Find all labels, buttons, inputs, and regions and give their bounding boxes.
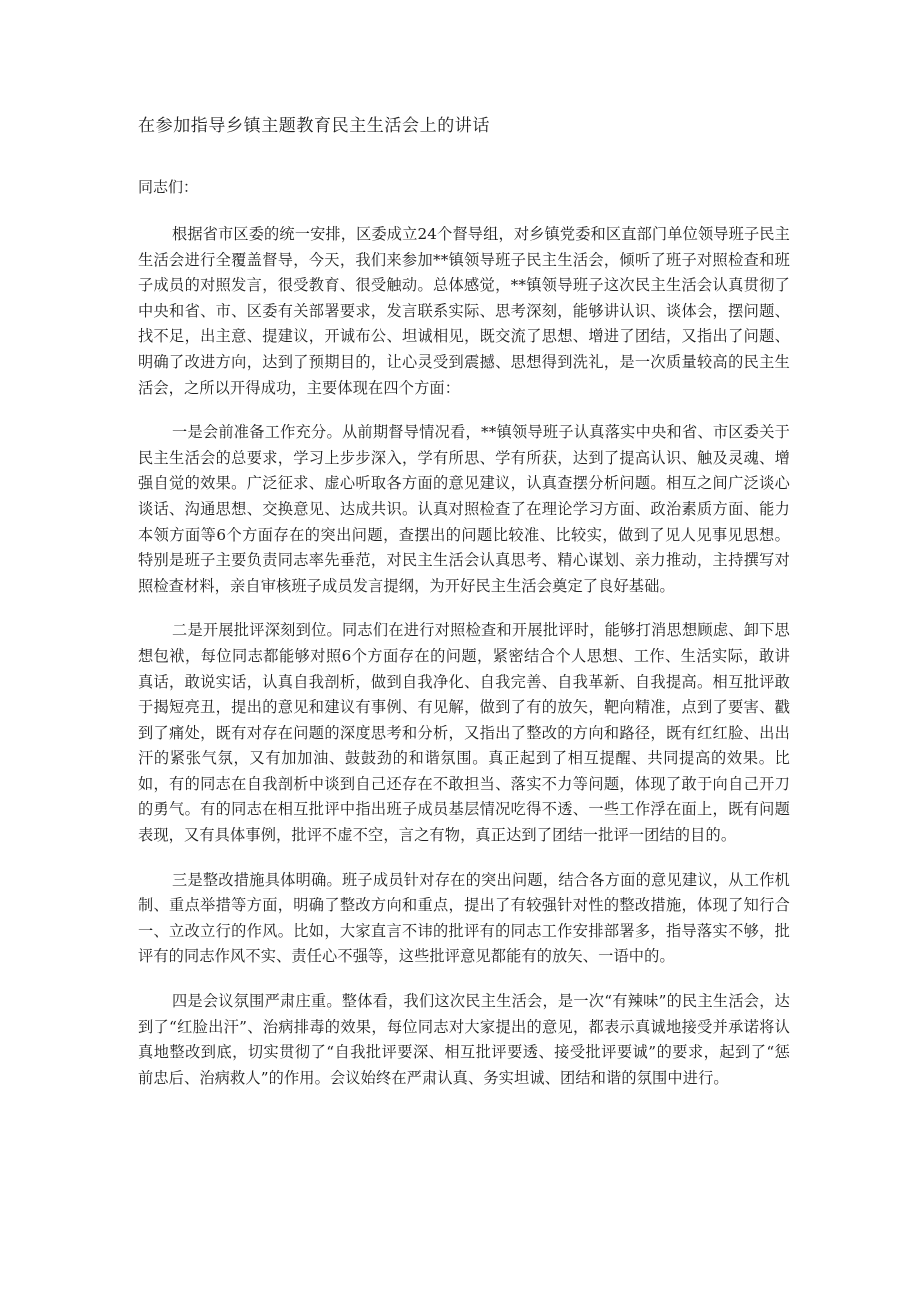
paragraph-point-three: 三是整改措施具体明确。班子成员针对存在的突出问题，结合各方面的意见建议，从工作机制、重点举措等方面，明确了整改方向和重点，提出了有较强针对性的整改措施，体现了知行合一、立改立行的作风。比如，大家直言不讳的批评有的同志工作安排部署多，指导落实不够，批评有的同志作风不实、责任心不强等，这些批评意见都能有的放矢、一语中的。: [138, 870, 790, 966]
paragraph-intro: 根据省市区委的统一安排，区委成立24个督导组，对乡镇党委和区直部门单位领导班子民主生活会进行全覆盖督导，今天，我们来参加**镇领导班子民主生活会，倾听了班子对照检查和班子成员的对照发言，很受教育、很受触动。总体感觉，**镇领导班子这次民主生活会认真贯彻了中央和省、市、区委有关部署要求，发言联系实际、思考深刻，能够讲认识、谈体会，摆问题、找不足，出主意、提建议，开诚布公、坦诚相见，既交流了思想、增进了团结，又指出了问题、明确了改进方向，达到了预期目的，让心灵受到震撼、思想得到洗礼，是一次质量较高的民主生活会，之所以开得成功，主要体现在四个方面：: [138, 225, 790, 397]
document-page: [138, 112, 790, 1110]
paragraph-point-two: 二是开展批评深刻到位。同志们在进行对照检查和开展批评时，能够打消思想顾虑、卸下思想包袱，每位同志都能够对照6个方面存在的问题，紧密结合个人思想、工作、生活实际，敢讲真话，敢说实话，认真自我剖析，做到自我净化、自我完善、自我革新、自我提高。相互批评敢于揭短亮丑，提出的意见和建议有事例、有见解，做到了有的放矢，靶向精准，点到了要害、戳到了痛处，既有对存在问题的深度思考和分析，又指出了整改的方向和路径，既有红红脸、出出汗的紧张气氛，又有加加油、鼓鼓劲的和谐氛围。真正起到了相互提醒、共同提高的效果。比如，有的同志在自我剖析中谈到自己还存在不敢担当、落实不力等问题，体现了敢于向自己开刀的勇气。有的同志在相互批评中指出班子成员基层情况吃得不透、一些工作浮在面上，既有问题表现，又有具体事例，批评不虚不空，言之有物，真正达到了团结一批评一团结的目的。: [138, 621, 790, 845]
salutation: 同志们：: [138, 178, 199, 196]
document-title: 在参加指导乡镇主题教育民主生活会上的讲话: [138, 116, 490, 136]
paragraph-point-four: 四是会议氛围严肃庄重。整体看，我们这次民主生活会，是一次“有辣味”的民主生活会，达到了“红脸出汗”、治病排毒的效果，每位同志对大家提出的意见，都表示真诚地接受并承诺将认真地整改到底，切实贯彻了“自我批评要深、相互批评要透、接受批评要诚”的要求，起到了“惩前忠后、治病救人”的作用。会议始终在严肃认真、务实坦诚、团结和谐的氛围中进行。: [138, 992, 790, 1087]
paragraph-point-one: 一是会前准备工作充分。从前期督导情况看，**镇领导班子认真落实中央和省、市区委关于民主生活会的总要求，学习上步步深入，学有所思、学有所获，达到了提高认识、触及灵魂、增强自觉的效果。广泛征求、虚心听取各方面的意见建议，认真查摆分析问题。相互之间广泛谈心谈话、沟通思想、交换意见、达成共识。认真对照检查了在理论学习方面、政治素质方面、能力本领方面等6个方面存在的突出问题，查摆出的问题比较准、比较实，做到了见人见事见思想。特别是班子主要负责同志率先垂范，对民主生活会认真思考、精心谋划、亲力推动，主持撰写对照检查材料，亲自审核班子成员发言提纲，为开好民主生活会奠定了良好基础。: [138, 423, 790, 595]
